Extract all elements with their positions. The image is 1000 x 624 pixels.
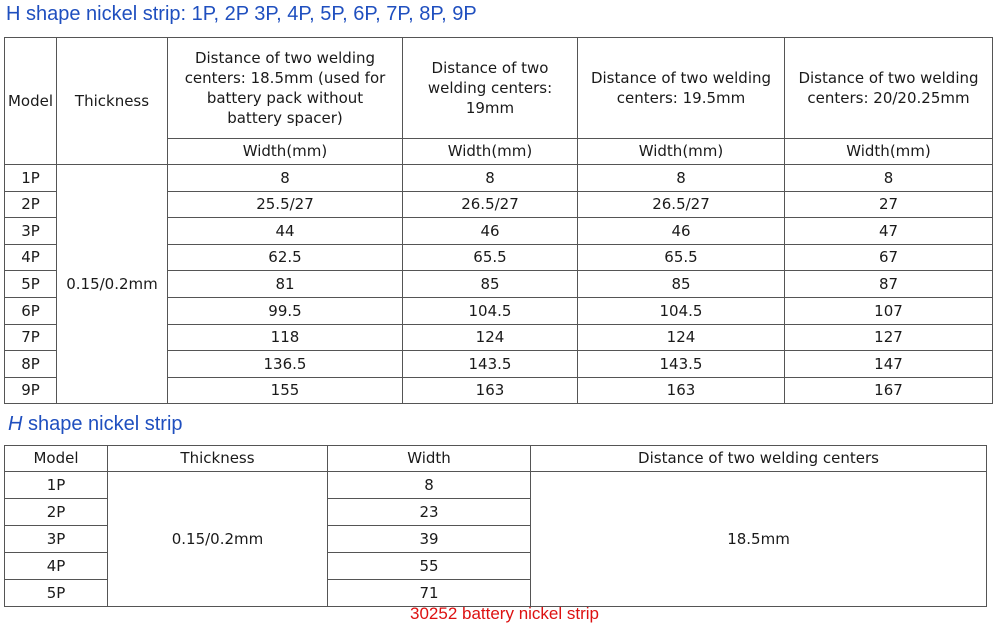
width-cell: 143.5 — [403, 351, 578, 378]
width-cell: 85 — [403, 271, 578, 298]
width-cell: 26.5/27 — [578, 191, 785, 218]
model-cell: 3P — [5, 218, 57, 245]
header-width: Width(mm) — [578, 139, 785, 165]
width-cell: 167 — [785, 377, 993, 404]
width-cell: 155 — [168, 377, 403, 404]
width-cell: 46 — [578, 218, 785, 245]
header-distance-18-5: Distance of two welding centers: 18.5mm (used for battery pack without battery spacer) — [168, 38, 403, 139]
width-cell: 127 — [785, 324, 993, 351]
width-cell: 47 — [785, 218, 993, 245]
width-cell: 124 — [403, 324, 578, 351]
section-title — [8, 413, 183, 436]
width-cell: 46 — [403, 218, 578, 245]
width-cell: 25.5/27 — [168, 191, 403, 218]
width-cell: 8 — [578, 165, 785, 192]
header-width: Width(mm) — [785, 139, 993, 165]
header-thickness: Thickness — [108, 446, 328, 472]
spec-table-5p — [4, 445, 987, 607]
width-cell: 118 — [168, 324, 403, 351]
width-cell: 23 — [328, 499, 531, 526]
width-cell: 104.5 — [403, 297, 578, 324]
header-width: Width — [328, 446, 531, 472]
width-cell: 147 — [785, 351, 993, 378]
width-cell: 143.5 — [578, 351, 785, 378]
model-cell: 2P — [5, 191, 57, 218]
page-title: H shape nickel strip: 1P, 2P 3P, 4P, 5P, 6P, 7P, 8P, 9P — [6, 3, 477, 25]
model-cell: 4P — [5, 244, 57, 271]
model-cell: 4P — [5, 553, 108, 580]
width-cell: 99.5 — [168, 297, 403, 324]
model-cell: 6P — [5, 297, 57, 324]
thickness-cell: 0.15/0.2mm — [108, 472, 328, 607]
model-cell: 8P — [5, 351, 57, 378]
width-cell: 8 — [785, 165, 993, 192]
width-cell: 163 — [403, 377, 578, 404]
width-cell: 87 — [785, 271, 993, 298]
model-cell: 7P — [5, 324, 57, 351]
model-cell: 5P — [5, 271, 57, 298]
header-model: Model — [5, 446, 108, 472]
thickness-cell: 0.15/0.2mm — [57, 165, 168, 404]
width-cell: 67 — [785, 244, 993, 271]
width-cell: 44 — [168, 218, 403, 245]
table-row — [5, 165, 993, 192]
model-cell: 5P — [5, 580, 108, 607]
width-cell: 163 — [578, 377, 785, 404]
width-cell: 85 — [578, 271, 785, 298]
footer-caption: 30252 battery nickel strip — [410, 604, 599, 623]
distance-cell: 18.5mm — [531, 472, 987, 607]
width-cell: 81 — [168, 271, 403, 298]
header-distance: Distance of two welding centers — [531, 446, 987, 472]
width-cell: 62.5 — [168, 244, 403, 271]
width-cell: 136.5 — [168, 351, 403, 378]
width-cell: 8 — [168, 165, 403, 192]
header-distance-19: Distance of two welding centers: 19mm — [403, 38, 578, 139]
width-cell: 71 — [328, 580, 531, 607]
model-cell: 1P — [5, 165, 57, 192]
model-cell: 2P — [5, 499, 108, 526]
width-cell: 65.5 — [403, 244, 578, 271]
header-distance-20: Distance of two welding centers: 20/20.25mm — [785, 38, 993, 139]
header-thickness: Thickness — [57, 38, 168, 165]
model-cell: 9P — [5, 377, 57, 404]
model-cell: 1P — [5, 472, 108, 499]
width-cell: 27 — [785, 191, 993, 218]
width-cell: 107 — [785, 297, 993, 324]
width-cell: 39 — [328, 526, 531, 553]
width-cell: 8 — [403, 165, 578, 192]
header-width: Width(mm) — [168, 139, 403, 165]
header-width: Width(mm) — [403, 139, 578, 165]
width-cell: 8 — [328, 472, 531, 499]
header-distance-19-5: Distance of two welding centers: 19.5mm — [578, 38, 785, 139]
width-cell: 26.5/27 — [403, 191, 578, 218]
width-cell: 65.5 — [578, 244, 785, 271]
table-row — [5, 472, 987, 499]
width-cell: 104.5 — [578, 297, 785, 324]
model-cell: 3P — [5, 526, 108, 553]
section-title-h: H — [8, 413, 23, 435]
width-cell: 55 — [328, 553, 531, 580]
spec-table-9p — [4, 37, 993, 404]
section-title-rest: shape nickel strip — [22, 413, 183, 435]
width-cell: 124 — [578, 324, 785, 351]
header-model: Model — [5, 38, 57, 165]
